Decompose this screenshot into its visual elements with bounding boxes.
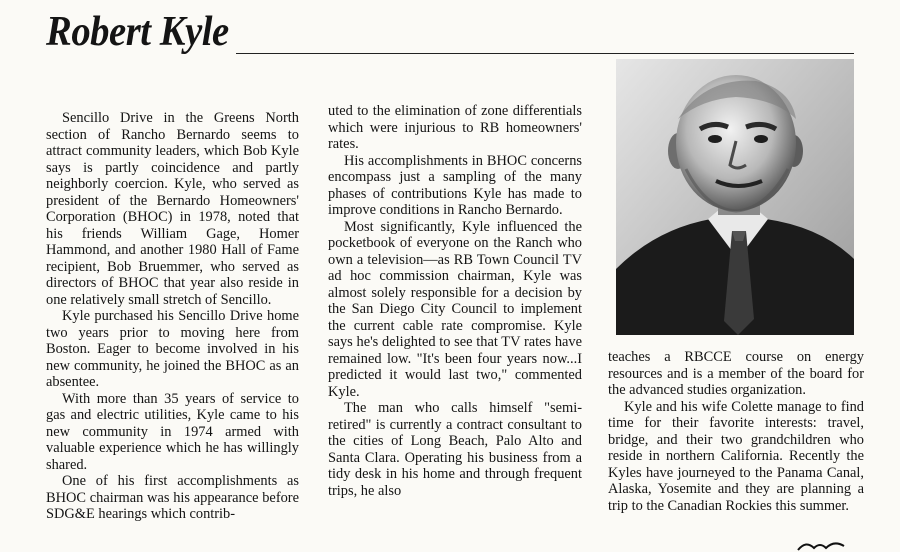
portrait-photo: [616, 59, 854, 335]
column-3: [608, 349, 864, 514]
column-2: [328, 103, 582, 499]
paragraph: His accomplishments in BHOC concerns encompass just a sampling of the many phases of contributions Kyle has made to improve conditions in Rancho Bernardo.: [328, 152, 582, 218]
paragraph: Sencillo Drive in the Greens North section of Rancho Bernardo seems to attract community leaders, which Bob Kyle says is partly coincidence and partly neighborly coercion. Kyle, who served as president of the Bernardo Homeowners' Corporation (BHOC) in 1978, noted that his friends William Gage, Homer Hammond, and another 1980 Hall of Fame recipient, Bob Bruemmer, who served as directors of BHOC that year also reside in one relatively small stretch of Sencillo.: [46, 110, 299, 308]
paragraph: Kyle purchased his Sencillo Drive home two years prior to moving here from Boston. Eager to become involved in his new community, he joined the BHOC as an absentee.: [46, 308, 299, 390]
paragraph: The man who calls himself "semi-retired" is currently a contract consultant to the cities of Long Beach, Palo Alto and Santa Clara. Operating his business from a tidy desk in his home and through frequent trips, he also: [328, 400, 582, 499]
artist-signature-mark: [796, 538, 846, 552]
article-headline: Robert Kyle: [46, 9, 229, 55]
column-1: [46, 110, 299, 523]
paragraph: With more than 35 years of service to gas and electric utilities, Kyle came to his new community in 1974 armed with valuable experience which he has willingly shared.: [46, 390, 299, 473]
paragraph-continued: uted to the elimination of zone differentials which were injurious to RB homeowners' rates.: [328, 103, 582, 152]
paragraph: Kyle and his wife Colette manage to find time for their favorite interests: travel, bridge, and their two grandchildren who reside in northern California. Recently the Kyles have journeyed to the Panama Canal, Alaska, Yosemite and they are planning a trip to the Canadian Rockies this summer.: [608, 398, 864, 514]
paragraph: One of his first accomplishments as BHOC chairman was his appearance before SDG&E hearings which contrib-: [46, 473, 299, 522]
paragraph-continued: teaches a RBCCE course on energy resources and is a member of the board for the advanced studies organization.: [608, 349, 864, 398]
headline-rule: [236, 53, 854, 54]
paragraph: Most significantly, Kyle influenced the pocketbook of everyone on the Ranch who own a television—as RB Town Council TV ad hoc commission chairman, Kyle was almost solely responsible for a decision by the San Diego City Council to implement the current cable rate compromise. Kyle says he's delighted to see that TV rates have remained low. "It's been four years now...I predicted it would last two," commented Kyle.: [328, 218, 582, 400]
